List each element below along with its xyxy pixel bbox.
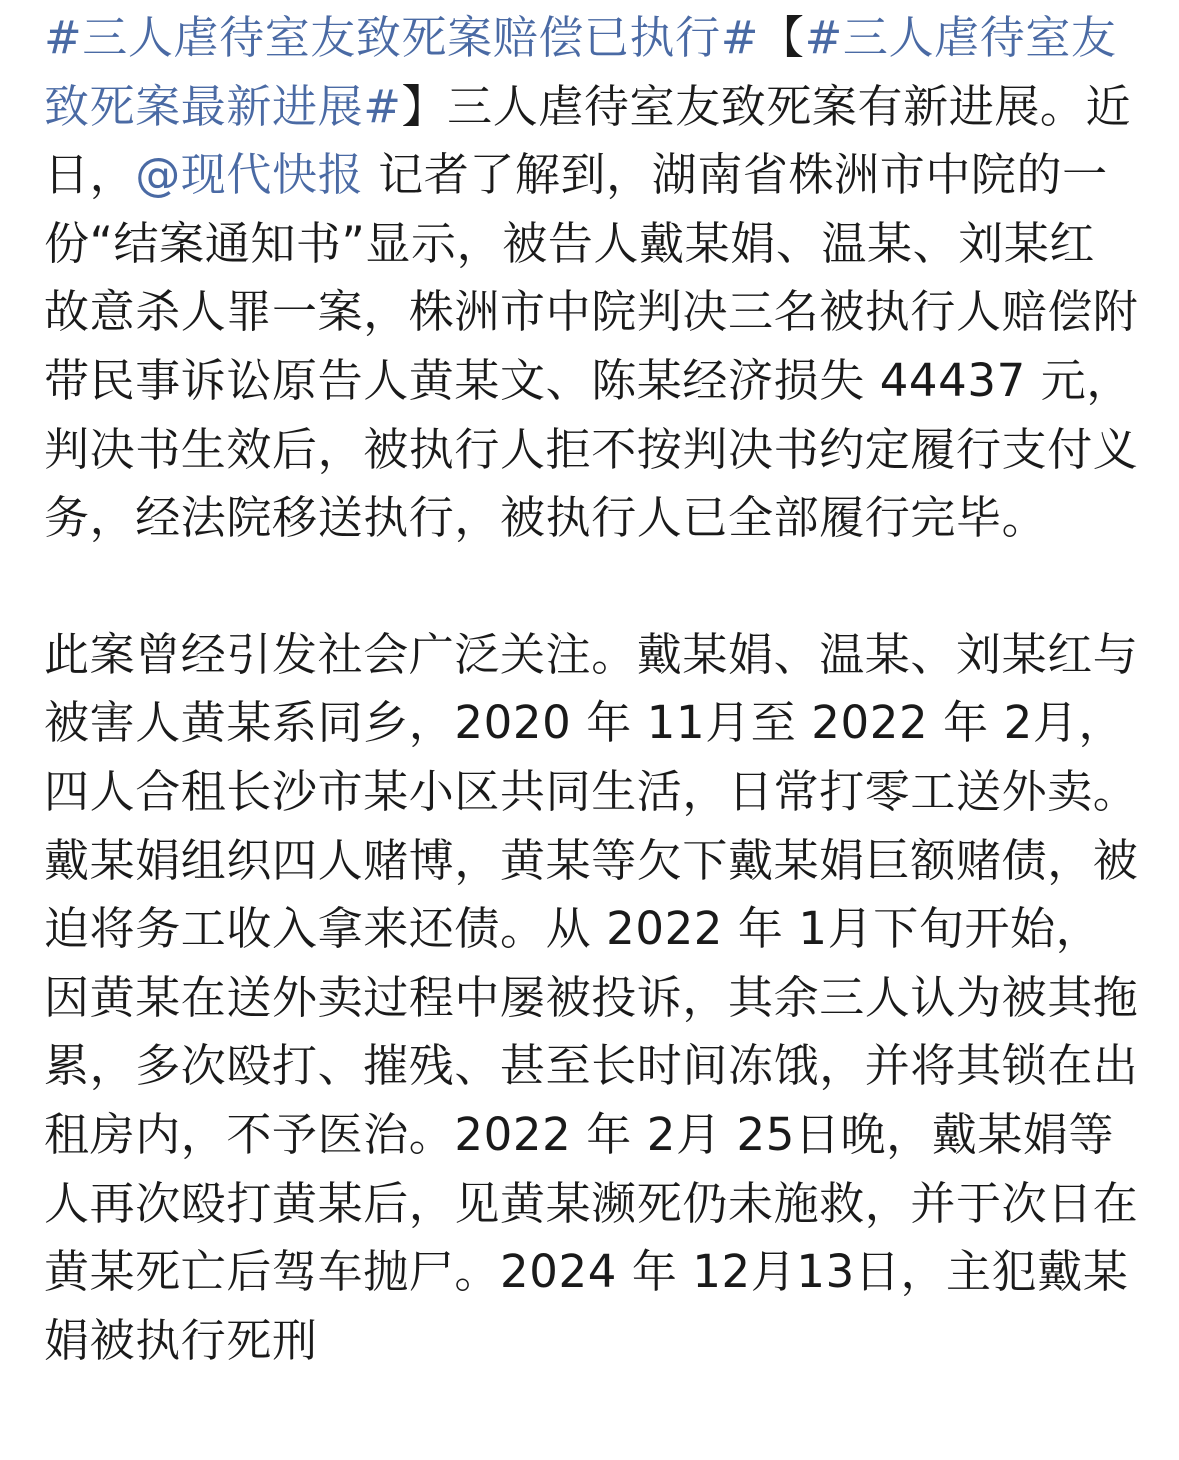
hashtag-link-latest-progress[interactable]: #三人虐待室友致死案最新进展#: [44, 11, 1117, 133]
bracket-open: 【: [759, 11, 805, 64]
post-text-body: 记者了解到，湖南省株洲市中院的一份“结案通知书”显示，被告人戴某娟、温某、刘某红故意杀人罪一案，株洲市中院判决三名被执行人赔偿附带民事诉讼原告人黄某文、陈某经济损失 44437 元，判决书生效后，被执行人拒不按判决书约定履行支付义务，经法院移送执行，被执行人已全部履行完毕。: [44, 148, 1139, 545]
mention-link-xiandai-kuaibao[interactable]: @现代快报: [135, 148, 364, 202]
hashtag-link-compensation-executed[interactable]: #三人虐待室友致死案赔偿已执行#: [44, 11, 760, 64]
post-text-intro: 三人虐待室友致死案有新进展。近日，: [44, 79, 1132, 202]
post-paragraph-1: [44, 4, 1139, 553]
post-body: [44, 4, 1139, 1375]
post-paragraph-2: 此案曾经引发社会广泛关注。戴某娟、温某、刘某红与被害人黄某系同乡，2020 年 11月至 2022 年 2月，四人合租长沙市某小区共同生活，日常打零工送外卖。戴某娟组织四人赌博，黄某等欠下戴某娟巨额赌债，被迫将务工收入拿来还债。从 2022 年 1月下旬开始，因黄某在送外卖过程中屡被投诉，其余三人认为被其拖累，多次殴打、摧残、甚至长时间冻饿，并将其锁在出租房内，不予医治。2022 年 2月 25日晚，戴某娟等人再次殴打黄某后，见黄某濒死仍未施救，并于次日在黄某死亡后驾车抛尸。2024 年 12月13日，主犯戴某娟被执行死刑: [44, 627, 1139, 1367]
weibo-logo-icon: [1131, 1428, 1165, 1456]
bracket-close: 】: [401, 79, 448, 133]
watermark: [1131, 1428, 1165, 1456]
